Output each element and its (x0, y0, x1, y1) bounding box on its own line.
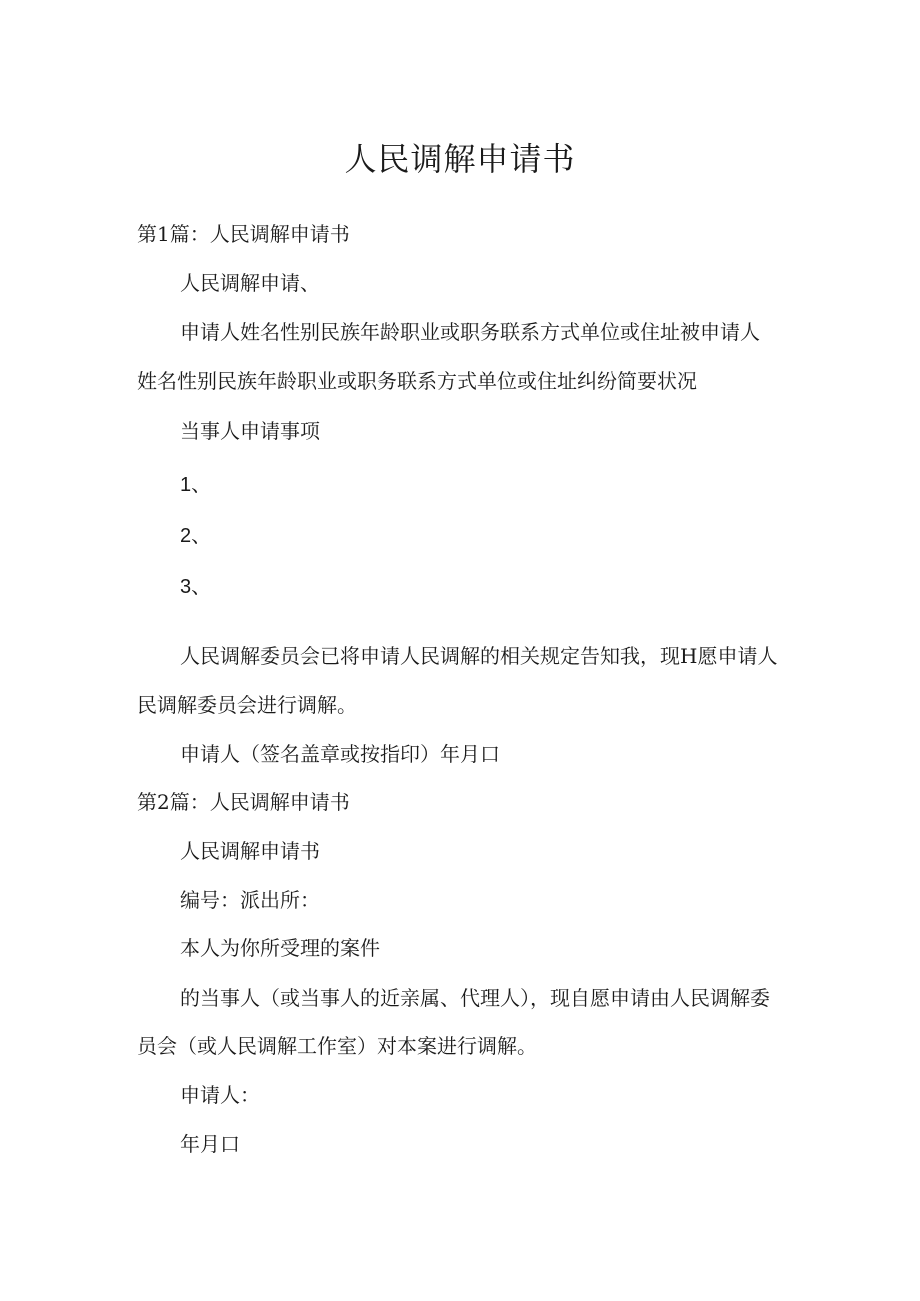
part1-signature: 申请人（签名盖章或按指印）年月口 (180, 742, 500, 766)
document-title: 人民调解申请书 (344, 140, 576, 178)
part2-statement-line2: 员会（或人民调解工作室）对本案进行调解。 (137, 1034, 537, 1058)
part2-statement-line1: 的当事人（或当事人的近亲属、代理人），现自愿申请由人民调解委 (180, 986, 770, 1010)
part2-applicant: 申请人： (180, 1083, 260, 1107)
part2-case-line: 本人为你所受理的案件 (180, 936, 380, 960)
part1-fields-line1: 申请人姓名性别民族年龄职业或职务联系方式单位或住址被申请人 (180, 320, 760, 344)
part1-statement-line1: 人民调解委员会已将申请人民调解的相关规定告知我，现H愿申请人 (180, 644, 778, 668)
part2-subtitle: 人民调解申请书 (180, 839, 320, 863)
part1-subtitle: 人民调解申请、 (180, 271, 320, 295)
part2-number-line: 编号：派出所： (180, 888, 320, 912)
part2-date: 年月口 (180, 1132, 240, 1156)
part1-item-3: 3、 (180, 576, 212, 598)
part1-matters-heading: 当事人申请事项 (180, 419, 320, 443)
part1-item-2: 2、 (180, 525, 212, 547)
part1-fields-line2: 姓名性别民族年龄职业或职务联系方式单位或住址纠纷简要状况 (137, 369, 697, 393)
part2-heading: 第2篇：人民调解申请书 (137, 790, 350, 814)
part1-statement-line2: 民调解委员会进行调解。 (137, 693, 357, 717)
part1-heading: 第1篇：人民调解申请书 (137, 222, 350, 246)
part1-item-1: 1、 (180, 474, 212, 496)
